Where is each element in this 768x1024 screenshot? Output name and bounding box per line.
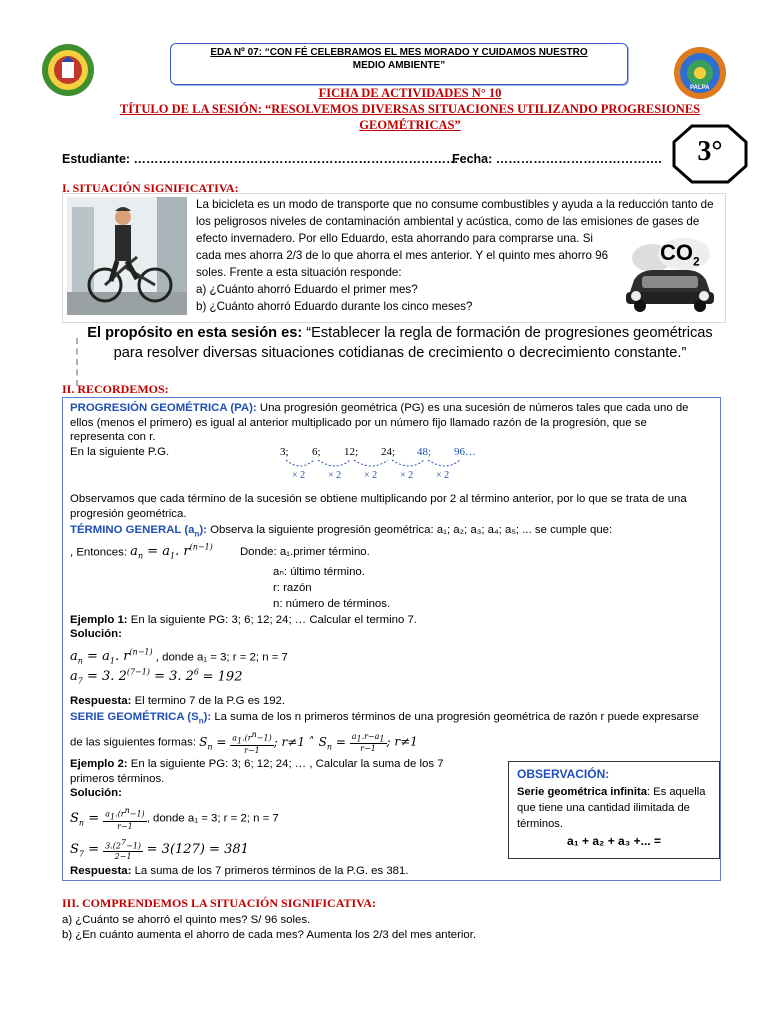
eda-banner [170, 43, 628, 85]
ej2-result: = 3(127) = 381 [146, 841, 249, 857]
section-1-heading: I. SITUACIÓN SIGNIFICATIVA: [62, 181, 239, 195]
seq-term-1: 3; [280, 446, 289, 458]
seq-mult-1: × 2 [292, 470, 306, 481]
solution-1-label: Solución: [70, 628, 122, 640]
eda-line-1: EDA Nº 07: “CON FÉ CELEBRAMOS EL MES MORADO Y CUIDAMOS NUESTRO [210, 47, 588, 58]
tg-title: TÉRMINO GENERAL (a [70, 524, 195, 536]
obs-text-b: que tiene una cantidad ilimitada de [517, 802, 690, 814]
answer-2-text: La suma de los 7 primeros términos de la P.G. es 381. [131, 865, 409, 877]
ficha-title: FICHA DE ACTIVIDADES N° 10 [318, 86, 502, 100]
logo-right-text: PALPA [690, 85, 710, 91]
donde-text: Donde: a₁.primer término. [239, 546, 370, 559]
purpose-text-1: “Establecer la regla de formación de progresiones geométricas [302, 325, 713, 341]
co2-subscript: 2 [693, 254, 700, 269]
seq-term-3: 12; [344, 446, 359, 458]
general-term-title [70, 523, 715, 542]
purpose-statement [70, 323, 730, 363]
def-n: n: número de términos. [273, 598, 391, 610]
date-field[interactable]: Fecha: …………………………………. [452, 152, 662, 166]
ej1-where: , donde a₁ = 3; r = 2; n = 7 [152, 651, 288, 664]
answer-2 [70, 864, 409, 879]
ej1-result: = 192 [202, 669, 243, 685]
eda-line-2: MEDIO AMBIENTE” [352, 60, 446, 71]
obs-bold: Serie geométrica infinita [517, 786, 647, 798]
situation-line-1: La bicicleta es un modo de transporte que no consume combustibles y ayuda a la reducción tanto de [196, 198, 714, 211]
section-3-heading: III. COMPRENDEMOS LA SITUACIÓN SIGNIFICATIVA: [62, 896, 376, 910]
session-title-2: GEOMÉTRICAS” [359, 118, 461, 132]
ej2-text-2: primeros términos. [70, 772, 165, 785]
obs-text-a: : Es aquella [646, 786, 706, 798]
tg-title-end: ): [199, 524, 207, 536]
obs-box-text [517, 784, 715, 832]
pg-line-1: Una progresión geométrica (PG) es una sucesión de números tales que cada uno de [256, 402, 689, 414]
comprendemos-b: b) ¿En cuánto aumenta el ahorro de cada mes? Aumenta los 2/3 del mes anterior. [62, 929, 477, 941]
seq-term-6: 96… [454, 446, 476, 458]
pg-line-2: ellos (menos el primero) es igual al anterior multiplicado por un número fijo llamado razón de la progresión, que se [70, 416, 647, 429]
co2-text: CO [660, 240, 693, 265]
ej2-label: Ejemplo 2: [70, 758, 128, 770]
entonces-label: , Entonces: [70, 546, 127, 559]
student-field[interactable]: Estudiante: …………………………………………………………………… [62, 152, 459, 166]
ej1-text: En la siguiente PG: 3; 6; 12; 24; … Calcular el termino 7. [127, 614, 417, 626]
observation-box [508, 761, 720, 859]
example-2 [70, 757, 490, 801]
dashed-divider [76, 338, 78, 386]
ej1-label: Ejemplo 1: [70, 614, 128, 626]
ej2-formula: $S_n$ = $\frac{a_1.(r^n-1)}{r-1}$ , donde a₁ = 3; r = 2; n = 7 [70, 806, 279, 832]
obs-text-c: términos. [517, 818, 564, 830]
ej2-calc: $S_7$ = $\frac{3.(2^7-1)}{2-1}$ = 3(127) = 381 [70, 838, 249, 861]
general-term-formula [70, 541, 715, 564]
obs-line-2: progresión geométrica. [70, 507, 187, 520]
purpose-label: El propósito en esta sesión es: [87, 325, 303, 341]
situation-line-4: cada mes ahorra 2/3 de lo que ahorra el mes anterior. Y el quinto mes ahorro 96 [196, 249, 609, 262]
observation-text [70, 492, 715, 521]
ej2-where: , donde a₁ = 3; r = 2; n = 7 [146, 812, 279, 825]
pg-line-4: En la siguiente P.G. [70, 445, 170, 458]
tg-title-sub: n [194, 529, 200, 539]
answer-1-text: El termino 7 de la P.G es 192. [131, 695, 286, 707]
obs-line-1: Observamos que cada término de la sucesión se obtiene multiplicando por 2 al término anterior, por lo que se trata de una [70, 493, 687, 505]
answer-2-label: Respuesta: [70, 865, 132, 877]
sg-forms: de las siguientes formas: [70, 736, 196, 749]
obs-box-title: OBSERVACIÓN: [517, 767, 610, 781]
question-b: b) ¿Cuánto ahorró Eduardo durante los cinco meses? [196, 300, 473, 313]
cyclist-photo [67, 197, 187, 315]
seq-term-4: 24; [381, 446, 396, 458]
obs-sum: a₁ + a₂ + a₃ +... = [567, 834, 661, 848]
section-2-heading: II. RECORDEMOS: [62, 382, 169, 396]
pg-line-3: representa con r. [70, 431, 156, 443]
seq-term-2: 6; [312, 446, 321, 458]
situation-line-2: los peligrosos niveles de contaminación ambiental y acústica, como de las emisiones de gases de [196, 215, 700, 228]
seq-mult-2: × 2 [328, 470, 342, 481]
co2-car-illustration [622, 236, 718, 312]
sg-title-sub: n [198, 716, 204, 726]
tg-text: Observa la siguiente progresión geométrica: a₁; a₂; a₃; a₄; a₅; ... se cumple que: [206, 524, 613, 536]
seq-mult-3: × 2 [364, 470, 378, 481]
sg-title-end: ): [203, 711, 212, 723]
comprendemos-a: a) ¿Cuánto se ahorró el quinto mes? S/ 96 soles. [62, 914, 311, 926]
def-an: aₙ: último término. [273, 566, 365, 578]
seq-mult-5: × 2 [436, 470, 450, 481]
sg-text: La suma de los n primeros términos de una progresión geométrica de razón r puede expresarse [211, 711, 699, 723]
formula-an: $a_n = a_1$. $r^{(n-1)}$ [130, 543, 213, 561]
situation-line-3: efecto invernadero. Por ello Eduardo, esta ahorrando para comprarse una. Si [196, 232, 594, 245]
session-title-1: TÍTULO DE LA SESIÓN: “RESOLVEMOS DIVERSAS SITUACIONES UTILIZANDO PROGRESIONES [119, 102, 701, 116]
seq-term-5: 48; [417, 446, 432, 458]
ej1-formula: $a_n = a_1$. $r^{(n-1)}$ , donde a₁ = 3; r = 2; n = 7 [70, 648, 288, 666]
co2-label [660, 240, 700, 268]
series-formulas: de las siguientes formas: $S_n$ = $\frac{a_1.(r^n-1)}{r-1}$ ; r≠1 ˄ $S_n$ = $\frac{a_1.r-a_1}{r-1}$ ; r≠1 [70, 730, 418, 756]
answer-1-label: Respuesta: [70, 695, 132, 707]
question-a: a) ¿Cuánto ahorró Eduardo el primer mes? [196, 283, 418, 296]
answer-1 [70, 694, 285, 709]
solution-2-label: Solución: [70, 787, 122, 799]
sequence-diagram [278, 446, 498, 486]
geometric-series-title [70, 710, 720, 729]
situation-line-5: soles. Frente a esta situación responde: [196, 266, 402, 279]
ej2-text-1: En la siguiente PG: 3; 6; 12; 24; … , Calcular la suma de los 7 [127, 758, 444, 770]
purpose-text-2: para resolver diversas situaciones cotidianas de crecimiento o decrecimiento constante.” [113, 345, 687, 361]
grade-text: 3° [697, 136, 723, 167]
example-1 [70, 613, 417, 628]
grade-badge [672, 124, 748, 184]
seq-mult-4: × 2 [400, 470, 414, 481]
ej1-calc: $a_7 = 3$. $2^{(7-1)} = 3$. $2^6 = 192$ [70, 668, 243, 686]
def-r: r: razón [273, 582, 312, 594]
pg-title: PROGRESIÓN GEOMÉTRICA (PA): [70, 402, 257, 414]
sg-title: SERIE GEOMÉTRICA (S [70, 711, 199, 723]
